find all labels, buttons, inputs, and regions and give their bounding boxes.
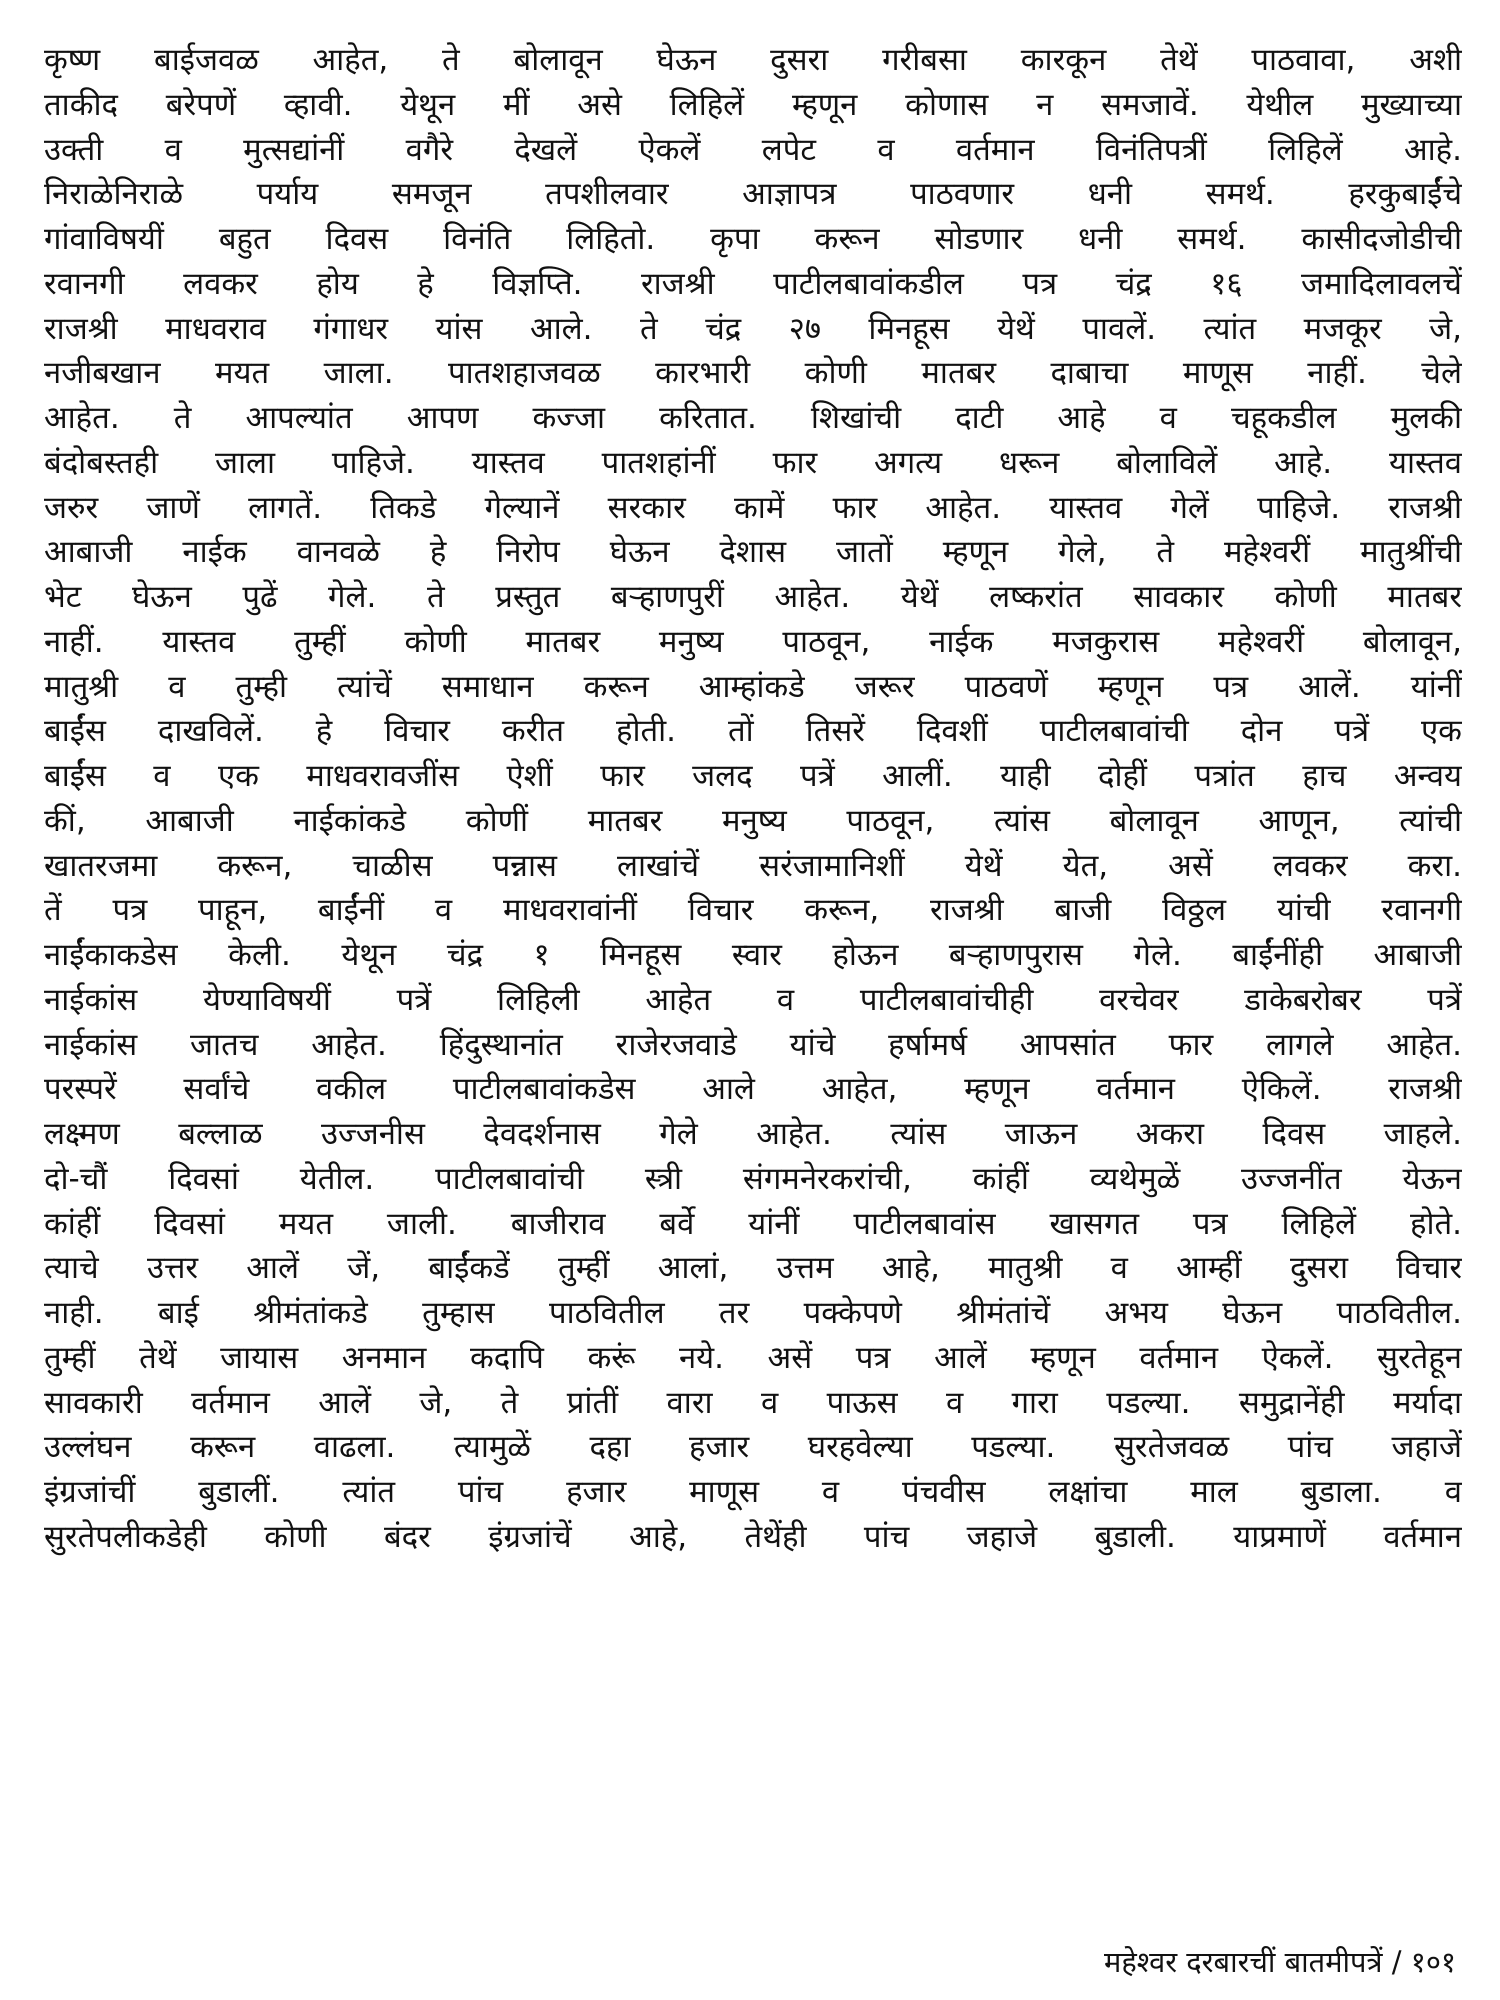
text-line: कांहीं दिवसां मयत जाली. बाजीराव बर्वे यांनीं पाटीलबावांस खासगत पत्र लिहिलें होते. [44, 1205, 1462, 1242]
text-line: इंग्रजांचीं बुडालीं. त्यांत पांच हजार माणूस व पंचवीस लक्षांचा माल बुडाला. व [44, 1474, 1462, 1510]
text-line: नाईंकाकडेस केली. येथून चंद्र १ मिनहूस स्वार होऊन बऱ्हाणपुरास गेले. बाईंनींही आबाजी [44, 937, 1462, 973]
text-line: बंदोबस्तही जाला पाहिजे. यास्तव पातशहांनीं फार अगत्य धरून बोलाविलें आहे. यास्तव [44, 444, 1462, 481]
body-text [44, 38, 1462, 1560]
text-line: नजीबखान मयत जाला. पातशहाजवळ कारभारी कोणी मातबर दाबाचा माणूस नाहीं. चेले [44, 355, 1462, 392]
text-line: आहेत. ते आपल्यांत आपण कज्जा करितात. शिखांची दाटी आहे व चहूकडील मुलकी [44, 400, 1462, 436]
text-line: राजश्री माधवराव गंगाधर यांस आले. ते चंद्र २७ मिनहूस येथें पावलें. त्यांत मजकूर जे, [44, 310, 1462, 347]
text-line: कीं, आबाजी नाईकांकडे कोणीं मातबर मनुष्य पाठवून, त्यांस बोलावून आणून, त्यांची [44, 802, 1462, 839]
text-line: बाईंस व एक माधवरावजींस ऐशीं फार जलद पत्रें आलीं. याही दोहीं पत्रांत हाच अन्वय [44, 758, 1462, 794]
text-line: उक्ती व मुत्सद्यांनीं वगैरे देखलें ऐकलें लपेट व वर्तमान विनंतिपत्रीं लिहिलें आहे. [44, 131, 1462, 168]
text-line: लक्ष्मण बल्लाळ उज्जनीस देवदर्शनास गेले आहेत. त्यांस जाऊन अकरा दिवस जाहले. [44, 1116, 1462, 1152]
text-line: उल्लंघन करून वाढला. त्यामुळें दहा हजार घरहवेल्या पडल्या. सुरतेजवळ पांच जहाजें [44, 1429, 1462, 1466]
text-line: नाही. बाई श्रीमंतांकडे तुम्हास पाठवितील तर पक्केपणे श्रीमंतांचें अभय घेऊन पाठवितील. [44, 1295, 1462, 1331]
page-footer: महेश्वर दरबारचीं बातमीपत्रें / १०१ [1104, 1945, 1456, 1979]
text-line: तें पत्र पाहून, बाईंनीं व माधवरावांनीं विचार करून, राजश्री बाजी विठ्ठल यांची रवानगी [44, 892, 1462, 929]
text-line: नाईकांस येण्याविषयीं पत्रें लिहिली आहेत व पाटीलबावांचीही वरचेवर डाकेबरोबर पत्रें [44, 981, 1462, 1018]
text-line: बाईंस दाखविलें. हे विचार करीत होती. तों तिसरें दिवशीं पाटीलबावांची दोन पत्रें एक [44, 713, 1462, 750]
text-line: त्याचे उत्तर आलें जें, बाईंकडें तुम्हीं आलां, उत्तम आहे, मातुश्री व आम्हीं दुसरा विचार [44, 1250, 1462, 1287]
text-line: भेट घेऊन पुढें गेले. ते प्रस्तुत बऱ्हाणपुरीं आहेत. येथें लष्करांत सावकार कोणी मातबर [44, 579, 1462, 615]
text-line: नाहीं. यास्तव तुम्हीं कोणी मातबर मनुष्य पाठवून, नाईक मजकुरास महेश्वरीं बोलावून, [44, 623, 1462, 660]
text-line: दो-चौं दिवसां येतील. पाटीलबावांची स्त्री संगमनेरकरांची, कांहीं व्यथेमुळें उज्जनींत येऊन [44, 1160, 1462, 1197]
text-line: सुरतेपलीकडेही कोणी बंदर इंग्रजांचें आहे, तेथेंही पांच जहाजे बुडाली. याप्रमाणें वर्तमान [44, 1518, 1462, 1555]
text-line: गांवाविषयीं बहुत दिवस विनंति लिहितो. कृपा करून सोडणार धनी समर्थ. कासीदजोडीची [44, 221, 1462, 257]
text-line: ताकीद बरेपणें व्हावी. येथून मीं असे लिहिलें म्हणून कोणास न समजावें. येथील मुख्याच्या [44, 86, 1462, 123]
text-line: मातुश्री व तुम्ही त्यांचें समाधान करून आम्हांकडे जरूर पाठवणें म्हणून पत्र आलें. यांनीं [44, 668, 1462, 705]
text-line: तुम्हीं तेथें जायास अनमान कदापि करूं नये. असें पत्र आलें म्हणून वर्तमान ऐकलें. सुरतेहून [44, 1339, 1462, 1376]
text-line: नाईकांस जातच आहेत. हिंदुस्थानांत राजेरजवाडे यांचे हर्षामर्ष आपसांत फार लागले आहेत. [44, 1026, 1462, 1063]
text-line: रवानगी लवकर होय हे विज्ञप्ति. राजश्री पाटीलबावांकडील पत्र चंद्र १६ जमादिलावलचें [44, 265, 1462, 302]
text-line: जरुर जाणें लागतें. तिकडे गेल्यानें सरकार कामें फार आहेत. यास्तव गेलें पाहिजे. राजश्री [44, 489, 1462, 526]
text-line: परस्परें सर्वांचे वकील पाटीलबावांकडेस आले आहेत, म्हणून वर्तमान ऐकिलें. राजश्री [44, 1071, 1462, 1108]
text-line: खातरजमा करून, चाळीस पन्नास लाखांचें सरंजामानिशीं येथें येत, असें लवकर करा. [44, 847, 1462, 884]
text-line: आबाजी नाईक वानवळे हे निरोप घेऊन देशास जातों म्हणून गेले, ते महेश्वरीं मातुश्रींची [44, 534, 1462, 571]
text-line: सावकारी वर्तमान आलें जे, ते प्रांतीं वारा व पाऊस व गारा पडल्या. समुद्रानेंही मर्यादा [44, 1384, 1462, 1421]
text-line: निराळेनिराळे पर्याय समजून तपशीलवार आज्ञापत्र पाठवणार धनी समर्थ. हरकुबाईंचे [44, 176, 1462, 213]
text-line: कृष्ण बाईजवळ आहेत, ते बोलावून घेऊन दुसरा गरीबसा कारकून तेथें पाठवावा, अशी [44, 42, 1462, 78]
